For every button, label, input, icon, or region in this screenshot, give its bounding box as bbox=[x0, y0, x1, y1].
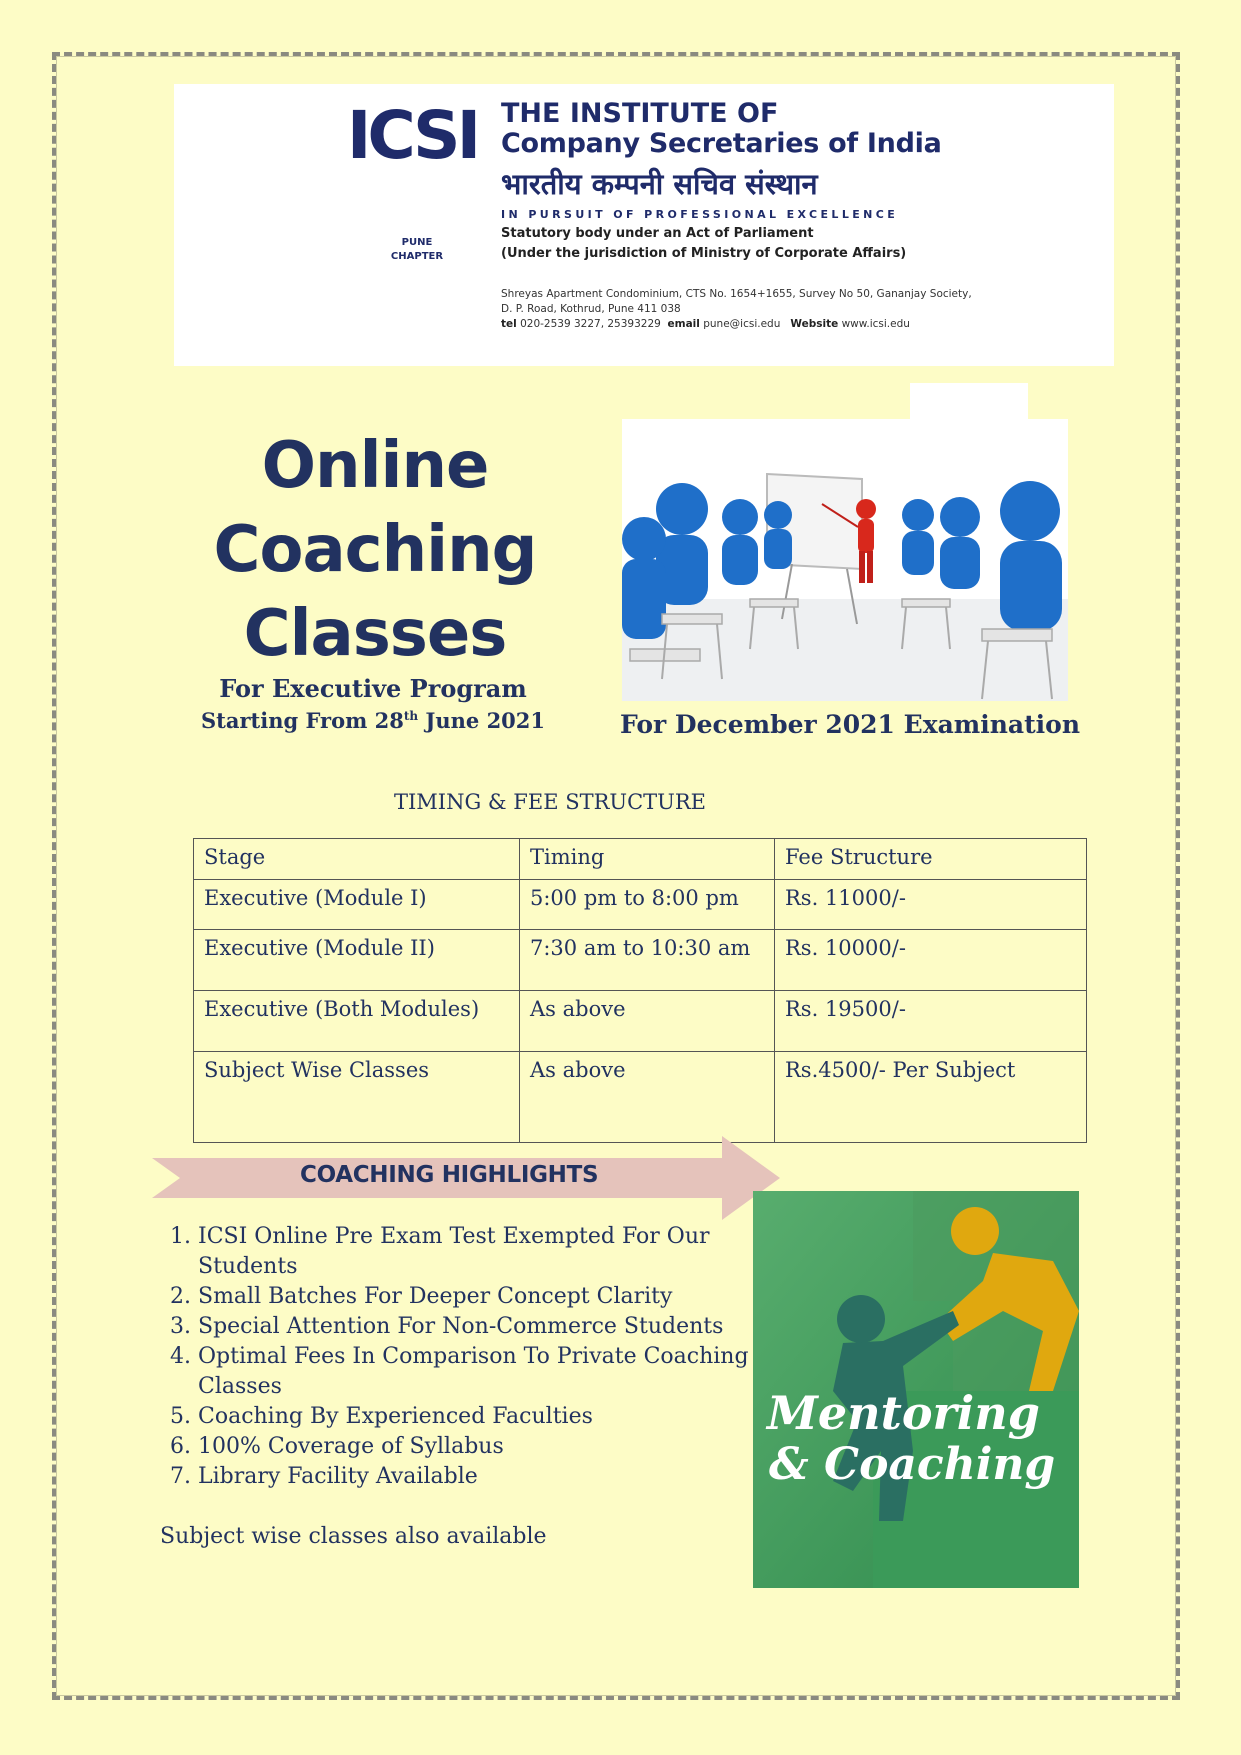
highlights-heading: COACHING HIGHLIGHTS bbox=[300, 1162, 599, 1188]
table-row bbox=[194, 991, 1087, 1052]
address-line2: D. P. Road, Kothrud, Pune 411 038 bbox=[501, 303, 681, 315]
table-header-row bbox=[194, 839, 1087, 880]
table-cell: As above bbox=[520, 1052, 775, 1143]
table-cell: Executive (Module I) bbox=[194, 880, 520, 930]
table-cell: 7:30 am to 10:30 am bbox=[520, 930, 775, 991]
table-row bbox=[194, 880, 1087, 930]
classroom-image bbox=[622, 419, 1068, 701]
start-date: Starting From 28th June 2021 bbox=[200, 708, 546, 733]
list-item: 1. ICSI Online Pre Exam Test Exempted For Our Students bbox=[198, 1222, 758, 1282]
fee-heading: TIMING & FEE STRUCTURE bbox=[394, 790, 707, 814]
contact-line bbox=[501, 318, 910, 330]
page-title bbox=[170, 424, 580, 676]
logo-text: ICSI bbox=[346, 97, 478, 174]
highlights-list bbox=[160, 1222, 758, 1492]
list-item: 2. Small Batches For Deeper Concept Clarity bbox=[198, 1282, 758, 1312]
table-cell: Rs. 10000/- bbox=[775, 930, 1087, 991]
table-cell: Executive (Module II) bbox=[194, 930, 520, 991]
chapter-label: PUNE CHAPTER bbox=[390, 237, 444, 262]
table-row bbox=[194, 930, 1087, 991]
column-header: Fee Structure bbox=[775, 839, 1087, 880]
table-cell: Executive (Both Modules) bbox=[194, 991, 520, 1052]
coaching-text: & Coaching bbox=[769, 1439, 1056, 1490]
address-line1: Shreyas Apartment Condominium, CTS No. 1654+1655, Survey No 50, Gananjay Society, bbox=[501, 288, 972, 300]
institute-name-line1: THE INSTITUTE OF bbox=[501, 98, 779, 129]
column-header: Timing bbox=[520, 839, 775, 880]
fee-table bbox=[193, 838, 1087, 1143]
decorative-tab bbox=[910, 383, 1028, 419]
title-line3: Classes bbox=[243, 597, 507, 671]
institute-motto: IN PURSUIT OF PROFESSIONAL EXCELLENCE bbox=[501, 208, 899, 221]
statutory-line: Statutory body under an Act of Parliament bbox=[501, 226, 814, 241]
highlights-note: Subject wise classes also available bbox=[160, 1524, 547, 1549]
table-cell: Rs. 19500/- bbox=[775, 991, 1087, 1052]
list-item: 5. Coaching By Experienced Faculties bbox=[198, 1402, 758, 1432]
list-item: 6. 100% Coverage of Syllabus bbox=[198, 1432, 758, 1462]
mentoring-image bbox=[753, 1191, 1079, 1588]
institute-name-line2: Company Secretaries of India bbox=[501, 128, 942, 159]
email-value[interactable]: pune@icsi.edu bbox=[703, 318, 781, 330]
tel-value: 020-2539 3227, 25393229 bbox=[520, 318, 661, 330]
table-cell: Rs.4500/- Per Subject bbox=[775, 1052, 1087, 1143]
list-item: 4. Optimal Fees In Comparison To Private Coaching Classes bbox=[198, 1342, 758, 1402]
table-cell: 5:00 pm to 8:00 pm bbox=[520, 880, 775, 930]
tel-label: tel bbox=[501, 318, 517, 330]
website-label: Website bbox=[790, 318, 839, 330]
institute-name-hindi: भारतीय कम्पनी सचिव संस्थान bbox=[501, 167, 818, 201]
column-header: Stage bbox=[194, 839, 520, 880]
table-cell: As above bbox=[520, 991, 775, 1052]
list-item: 3. Special Attention For Non-Commerce Students bbox=[198, 1312, 758, 1342]
table-cell: Rs. 11000/- bbox=[775, 880, 1087, 930]
icsi-logo bbox=[346, 94, 478, 174]
jurisdiction-line: (Under the jurisdiction of Ministry of Corporate Affairs) bbox=[501, 246, 907, 261]
exam-caption: For December 2021 Examination bbox=[620, 710, 1081, 739]
list-item: 7. Library Facility Available bbox=[198, 1462, 758, 1492]
mentoring-text: Mentoring bbox=[767, 1386, 1040, 1440]
letterhead bbox=[174, 84, 1114, 366]
table-cell: Subject Wise Classes bbox=[194, 1052, 520, 1143]
title-line1: Online bbox=[261, 429, 489, 503]
title-line2: Coaching bbox=[213, 513, 537, 587]
table-row bbox=[194, 1052, 1087, 1143]
website-value[interactable]: www.icsi.edu bbox=[841, 318, 910, 330]
email-label: email bbox=[667, 318, 700, 330]
program-subtitle: For Executive Program bbox=[219, 674, 527, 703]
